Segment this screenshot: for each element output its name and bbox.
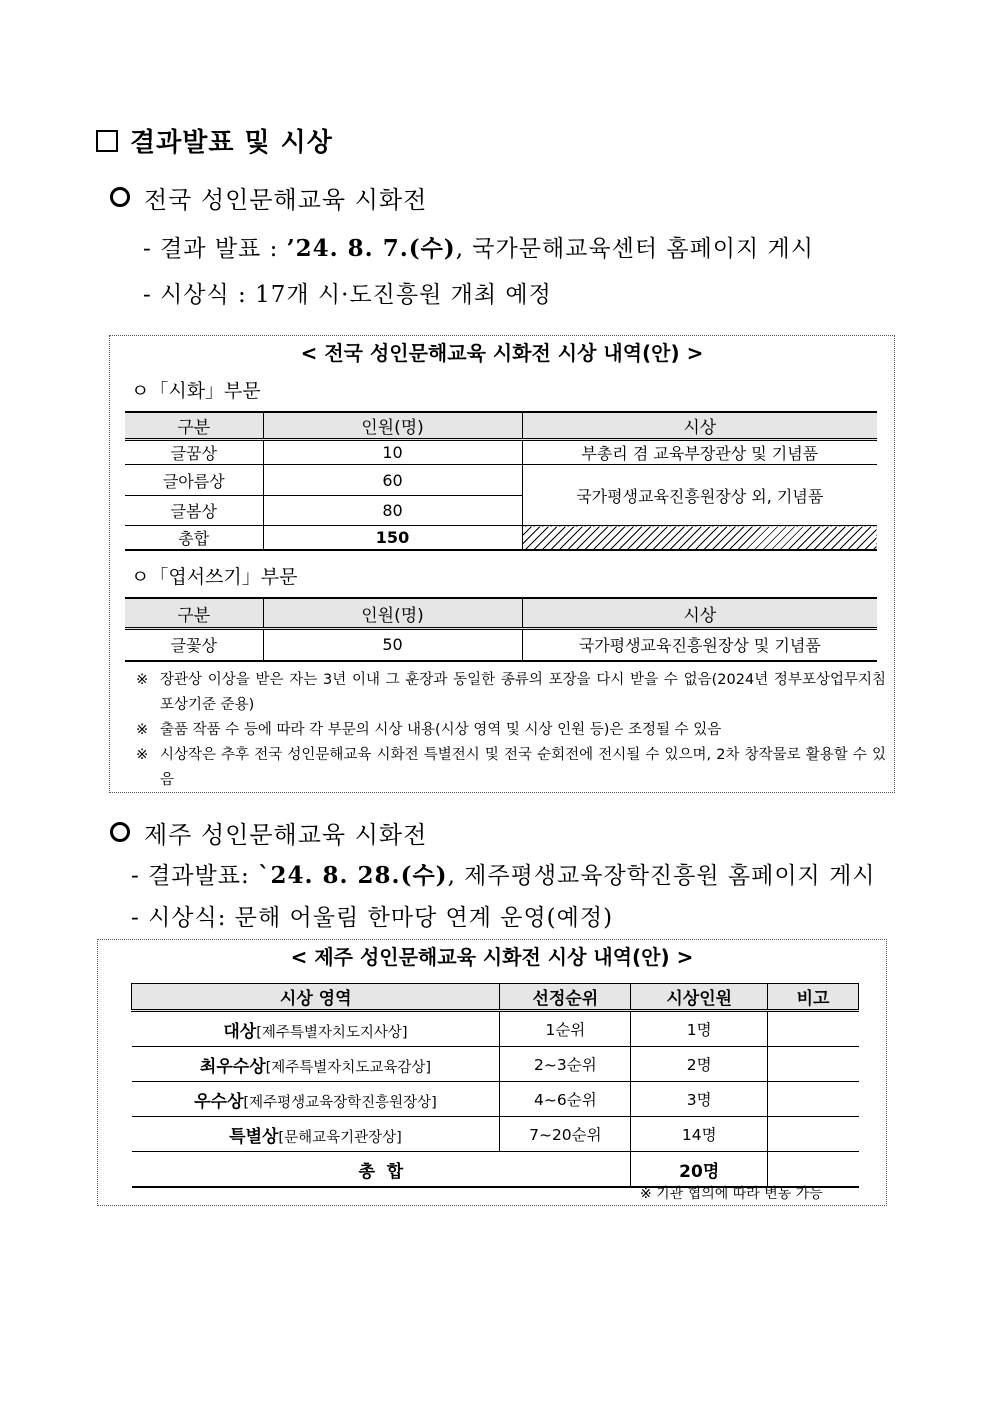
- col-header-count: 시상인원: [631, 984, 768, 1011]
- col-header-remark: 비고: [768, 984, 859, 1011]
- jeju-heading-text: 제주 성인문해교육 시화전: [144, 821, 428, 849]
- award-area: [132, 1082, 500, 1117]
- award-sub: [제주특별자치도교육감상]: [265, 1059, 432, 1076]
- note-mark: ※: [136, 672, 149, 688]
- table-row: [132, 1082, 859, 1117]
- table-row: [132, 1011, 859, 1047]
- circle-bullet-icon: [110, 187, 130, 207]
- col-header-count: 인원(명): [263, 598, 522, 629]
- col-header-category: 구분: [125, 598, 263, 629]
- award-name: 최우수상: [199, 1056, 266, 1077]
- row-count: 10: [263, 440, 522, 465]
- national-box-title: < 전국 성인문해교육 시화전 시상 내역(안) >: [300, 341, 704, 365]
- row-award: 국가평생교육진흥원장상 외, 기념품: [522, 465, 877, 526]
- table-row: [125, 629, 877, 661]
- national-notes: [136, 668, 886, 793]
- award-rank: 4~6순위: [500, 1082, 631, 1117]
- postcard-award-table: [125, 597, 877, 662]
- national-result-rest: , 국가문해교육센터 홈페이지 게시: [455, 236, 814, 262]
- national-heading: [110, 180, 427, 215]
- row-award: 국가평생교육진흥원장상 및 기념품: [522, 629, 877, 661]
- col-header-category: 구분: [125, 412, 263, 440]
- col-header-count: 인원(명): [263, 412, 522, 440]
- award-sub: [제주평생교육장학진흥원장상]: [243, 1094, 437, 1111]
- section-title-text: 결과발표 및 시상: [130, 128, 333, 158]
- note-text: 시상작은 추후 전국 성인문해교육 시화전 특별전시 및 전국 순회전에 전시될 수 있으며, 2차 창작물로 활용할 수 있음: [160, 747, 886, 788]
- award-area: [132, 1011, 500, 1047]
- jeju-footnote: ※ 기관 협의에 따라 변동 가능: [640, 1186, 823, 1202]
- award-name: 특별상: [229, 1126, 279, 1147]
- table-row: [132, 1117, 859, 1152]
- national-heading-text: 전국 성인문해교육 시화전: [144, 186, 428, 214]
- national-result-line: [143, 230, 814, 263]
- checkbox-square-icon: [96, 130, 118, 152]
- row-count: 150: [263, 526, 522, 551]
- section-title: [96, 122, 333, 159]
- row-name: 글꽃상: [125, 629, 263, 661]
- row-count: 60: [263, 465, 522, 496]
- postcard-section-label: ㅇ「엽서쓰기」부문: [131, 566, 298, 588]
- jeju-result-rest: , 제주평생교육장학진흥원 홈페이지 게시: [447, 863, 876, 889]
- jeju-award-table: [131, 983, 859, 1188]
- total-label: 총 합: [132, 1152, 631, 1188]
- award-name: 우수상: [194, 1091, 244, 1112]
- note-mark: ※: [136, 722, 149, 738]
- col-header-area: 시상 영역: [132, 984, 500, 1011]
- award-count: 1명: [631, 1011, 768, 1047]
- row-name: 총합: [125, 526, 263, 551]
- note-text: 출품 작품 수 등에 따라 각 부문의 시상 내용(시상 영역 및 시상 인원 등)은 조정될 수 있음: [160, 722, 722, 738]
- table-row-total: [132, 1152, 859, 1188]
- award-sub: [문해교육기관장상]: [278, 1129, 402, 1146]
- jeju-ceremony-line: - 시상식: 문해 어울림 한마당 연계 운영(예정): [131, 905, 614, 931]
- poem-section-label: ㅇ「시화」부문: [131, 380, 261, 402]
- award-count: 2명: [631, 1047, 768, 1082]
- jeju-result-date: `24. 8. 28.(수): [258, 862, 448, 889]
- award-remark: [768, 1117, 859, 1152]
- row-name: 글꿈상: [125, 440, 263, 465]
- award-rank: 7~20순위: [500, 1117, 631, 1152]
- award-count: 3명: [631, 1082, 768, 1117]
- award-count: 14명: [631, 1117, 768, 1152]
- poem-award-table: [125, 411, 877, 551]
- table-row: [132, 1047, 859, 1082]
- award-remark: [768, 1047, 859, 1082]
- award-name: 대상: [223, 1021, 257, 1042]
- note-mark: ※: [136, 747, 149, 763]
- row-name: 글아름상: [125, 465, 263, 496]
- award-rank: 1순위: [500, 1011, 631, 1047]
- circle-bullet-icon: [110, 822, 130, 842]
- award-area: [132, 1117, 500, 1152]
- award-rank: 2~3순위: [500, 1047, 631, 1082]
- col-header-rank: 선정순위: [500, 984, 631, 1011]
- total-remark: [768, 1152, 859, 1188]
- row-count: 80: [263, 496, 522, 526]
- jeju-heading: [110, 815, 427, 850]
- table-row: [125, 440, 877, 465]
- total-count: 20명: [631, 1152, 768, 1188]
- award-area: [132, 1047, 500, 1082]
- note-text: 장관상 이상을 받은 자는 3년 이내 그 훈장과 동일한 종류의 포장을 다시 받을 수 없음(2024년 정부포상업무지침 포상기준 준용): [160, 672, 886, 713]
- award-sub: [제주특별자치도지사상]: [256, 1024, 408, 1041]
- national-result-date: ’24. 8. 7.(수): [286, 235, 456, 262]
- note-item: [136, 668, 886, 718]
- table-row-total: [125, 526, 877, 551]
- note-item: [136, 743, 886, 793]
- note-item: [136, 718, 886, 743]
- row-award: 부총리 겸 교육부장관상 및 기념품: [522, 440, 877, 465]
- national-ceremony-line: - 시상식 : 17개 시·도진흥원 개최 예정: [143, 282, 552, 308]
- national-result-label: - 결과 발표 :: [143, 236, 287, 262]
- jeju-result-line: [131, 857, 876, 890]
- hatched-cell: [522, 526, 877, 551]
- col-header-award: 시상: [522, 412, 877, 440]
- row-name: 글봄상: [125, 496, 263, 526]
- jeju-box-title: < 제주 성인문해교육 시화전 시상 내역(안) >: [290, 945, 694, 969]
- row-count: 50: [263, 629, 522, 661]
- col-header-award: 시상: [522, 598, 877, 629]
- table-row: [125, 465, 877, 496]
- award-remark: [768, 1082, 859, 1117]
- award-remark: [768, 1011, 859, 1047]
- jeju-result-label: - 결과발표:: [131, 863, 259, 889]
